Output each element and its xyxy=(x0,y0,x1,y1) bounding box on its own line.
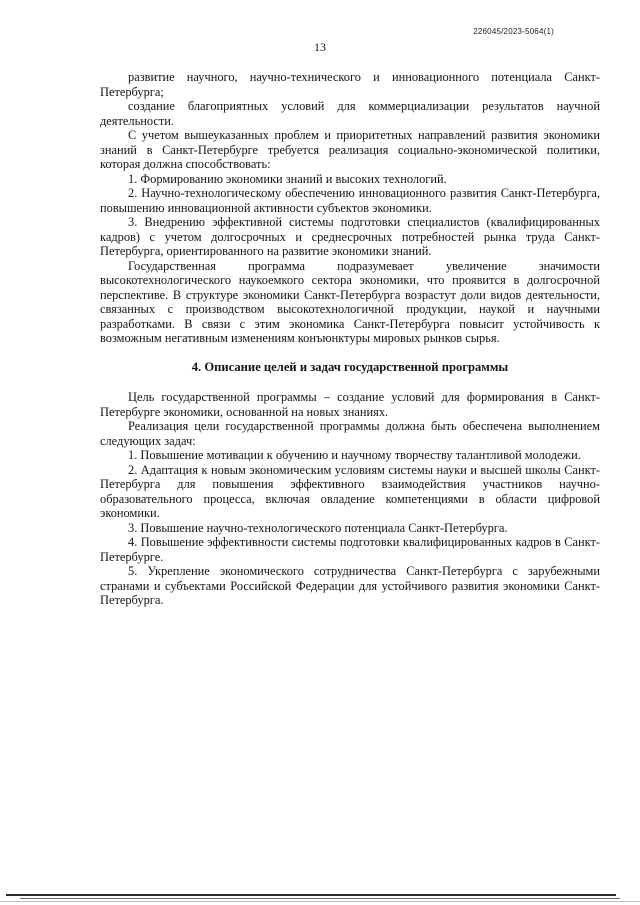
scan-edge-line xyxy=(20,898,620,899)
section-heading: 4. Описание целей и задач государственной программы xyxy=(191,359,509,374)
page-number: 13 xyxy=(314,40,326,54)
document-body xyxy=(100,70,600,608)
paragraph: Цель государственной программы – создание условий для формирования в Санкт-Петербурге экономики, основанной на новых знаниях. xyxy=(100,390,600,419)
list-item: 4. Повышение эффективности системы подготовки квалифицированных кадров в Санкт-Петербурге. xyxy=(100,535,600,564)
scan-edge-artifact xyxy=(0,890,640,905)
paragraph: развитие научного, научно-технического и инновационного потенциала Санкт-Петербурга; xyxy=(100,70,600,99)
list-item: 1. Повышение мотивации к обучению и научному творчеству талантливой молодежи. xyxy=(128,448,581,462)
list-item: 5. Укрепление экономического сотрудничества Санкт-Петербурга с зарубежными странами и субъектами Российской Федерации для устойчивого развития экономики Санкт-Петербурга. xyxy=(100,564,600,607)
list-item: 1. Формированию экономики знаний и высоких технологий. xyxy=(128,171,447,186)
document-registration-number: 226045/2023-5064(1) xyxy=(473,27,554,36)
scan-edge-line xyxy=(0,901,640,902)
list-item: 2. Адаптация к новым экономическим условиям системы науки и высшей школы Санкт-Петербурга для повышения эффективного взаимодействия участников научно-образовательного процесса, включая овладение компетенциями в области цифровой экономики. xyxy=(100,462,600,520)
paragraph: Реализация цели государственной программы должна быть обеспечена выполнением следующих задач: xyxy=(100,419,600,448)
paragraph: Государственная программа подразумевает увеличение значимости высокотехнологического наукоемкого сектора экономики, что проявится в долгосрочной перспективе. В структуре экономики Санкт-Петербурга возрастут доли видов деятельности, связанных с производством высокотехнологичной продукции, наукой и научными разработками. В связи с этим экономика Санкт-Петербурга повысит устойчивость к возможным негативным изменениям конъюнктуры мировых рынков сырья. xyxy=(100,258,600,345)
list-item: 2. Научно-технологическому обеспечению инновационного развития Санкт-Петербурга, повышению инновационной активности субъектов экономики. xyxy=(100,186,600,215)
list-item: 3. Внедрению эффективной системы подготовки специалистов (квалифицированных кадров) с учетом долгосрочных и среднесрочных потребностей рынка труда Санкт-Петербурга, ориентированного на развитие экономики знаний. xyxy=(100,215,600,258)
paragraph: создание благоприятных условий для коммерциализации результатов научной деятельности. xyxy=(100,99,600,128)
list-item: 3. Повышение научно-технологического потенциала Санкт-Петербурга. xyxy=(128,520,508,535)
paragraph: С учетом вышеуказанных проблем и приоритетных направлений развития экономики знаний в Санкт-Петербурге требуется реализация социально-экономической политики, которая должна способствовать: xyxy=(100,128,600,171)
scan-edge-line xyxy=(6,894,616,896)
